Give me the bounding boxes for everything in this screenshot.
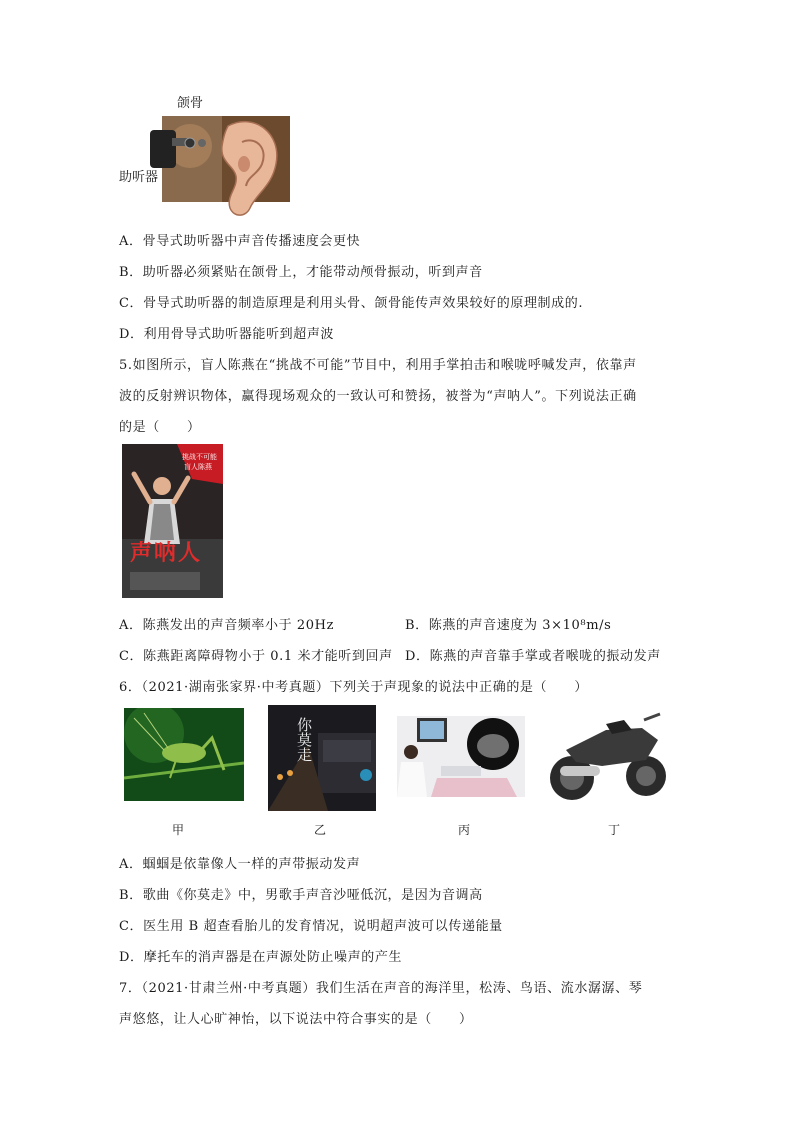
q5-option-a: A．陈燕发出的声音频率小于 20Hz [119, 618, 335, 633]
q4-option-a: A．骨导式助听器中声音传播速度会更快 [119, 234, 361, 249]
q5-stem-line-3: 的是（ ） [119, 420, 201, 435]
q6-option-d: D．摩托车的消声器是在声源处防止噪声的产生 [119, 950, 403, 965]
q7-stem-line-1: 7．（2021·甘肃兰州·中考真题）我们生活在声音的海洋里，松涛、鸟语、流水潺潺、琴 [119, 981, 643, 996]
q6-option-c: C．医生用 B 超查看胎儿的发育情况，说明超声波可以传递能量 [119, 919, 503, 934]
q4-option-c: C．骨导式助听器的制造原理是利用头骨、颌骨能传声效果较好的原理制成的. [119, 296, 584, 311]
q5-option-b: B．陈燕的声音速度为 3×10⁸m/s [405, 618, 612, 633]
q4-option-b: B．助听器必须紧贴在颌骨上，才能带动颅骨振动，听到声音 [119, 265, 483, 280]
q5-stem-line-2: 波的反射辨识物体，赢得现场观众的一致认可和赞扬，被誉为“声呐人”。下列说法正确 [119, 389, 637, 404]
sonar-woman-photo [122, 444, 223, 598]
caption-ding: 丁 [608, 823, 621, 837]
song-poster-title: 你莫走 [295, 717, 313, 762]
q7-stem-line-2: 声悠悠，让人心旷神怡，以下说法中符合事实的是（ ） [119, 1012, 473, 1027]
ultrasound-photo [397, 716, 525, 797]
jawbone-label: 颌骨 [177, 96, 204, 111]
q4-option-d: D．利用骨导式助听器能听到超声波 [119, 327, 335, 342]
katydid-photo [124, 708, 244, 801]
caption-jia: 甲 [172, 823, 185, 837]
sonar-man-title: 声呐人 [130, 541, 203, 566]
song-poster-photo [268, 705, 376, 811]
hearing-aid-label: 助听器 [119, 170, 159, 185]
q6-option-b: B．歌曲《你莫走》中，男歌手声音沙哑低沉，是因为音调高 [119, 888, 483, 903]
photo-small-caption-2: 盲人陈燕 [184, 463, 212, 471]
q5-stem-line-1: 5.如图所示，盲人陈燕在“挑战不可能”节目中，利用手掌拍击和喉咙呼喊发声，依靠声 [119, 358, 637, 373]
caption-yi: 乙 [314, 823, 327, 837]
q6-option-a: A．蝈蝈是依靠像人一样的声带振动发声 [119, 857, 361, 872]
q5-option-d: D．陈燕的声音靠手掌或者喉咙的振动发声 [405, 649, 661, 664]
caption-bing: 丙 [458, 823, 471, 837]
ear-hearing-aid-image [150, 116, 290, 218]
q6-stem: 6．（2021·湖南张家界·中考真题）下列关于声现象的说法中正确的是（ ） [119, 680, 588, 695]
motorcycle-photo [546, 710, 668, 806]
photo-small-caption-1: 挑战不可能 [182, 453, 217, 461]
q5-option-c: C．陈燕距离障碍物小于 0.1 米才能听到回声 [119, 649, 393, 664]
